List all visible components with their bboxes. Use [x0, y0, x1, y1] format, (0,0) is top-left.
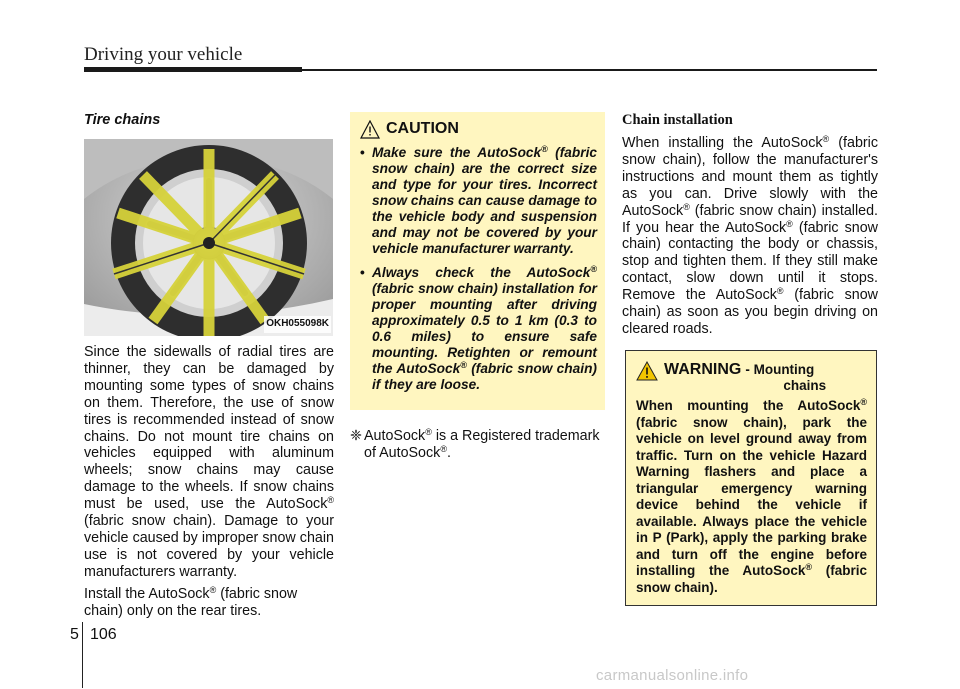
tire-chain-photo — [84, 139, 333, 336]
image-reference-code: OKH055098K — [264, 316, 331, 333]
tire-chains-paragraph-1: Since the sidewalls of radial tires are thinner, they can be damaged by mounting some types of snow chains on them. Therefore, the use of snow tires is recommended instead of snow chains. Do not mount tire chains on vehicles equipped with aluminum wheels; snow chains may cause damage to the wheels. If snow chains must be used, use the AutoSock® (fabric snow chain). Damage to your vehicle caused by improper snow chain use is not covered by your vehicle manufacturers warranty. — [84, 344, 334, 580]
warning-header — [636, 361, 867, 394]
caution-box — [350, 112, 605, 410]
caution-title: CAUTION — [386, 120, 459, 138]
tire-with-snow-sock-illustration — [84, 139, 333, 336]
section-title-chain-installation: Chain installation — [622, 112, 733, 128]
chapter-number: 5 — [70, 626, 79, 643]
chain-installation-paragraph: When installing the AutoSock® (fabric snow chain), follow the manufacturer's instructions and mount them as tightly as you can. Drive slowly with the AutoSock® (fabric snow chain) installed. If you hear the AutoSock® (fabric snow chain) contacting the body or chassis, stop and tighten them. If they still make contact, slow down until it stops. Remove the AutoSock® (fabric snow chain) as soon as you begin driving on cleared roads. — [622, 134, 878, 337]
left-column — [84, 112, 334, 625]
warning-title: WARNING — [664, 361, 742, 378]
warning-body: When mounting the AutoSock® (fabric snow chain), park the vehicle on level ground away from traffic. Turn on the vehicle Hazard Warning flashers and place a triangular emergency warning device behind the vehicle if available. Always place the vehicle in P (Park), apply the parking brake and turn off the engine before installing the AutoSock® (fabric snow chain). — [636, 397, 867, 595]
header-rule-thin — [302, 69, 877, 71]
watermark: carmanualsonline.info — [596, 667, 749, 684]
caution-item-check-mounting: • Always check the AutoSock® (fabric snow chain) installation for proper mounting after driving approximately 0.5 to 1 km (0.3 to 0.6 miles) to ensure safe mounting. Retighten or remount the AutoSock® (fabric snow chain) if they are loose. — [360, 265, 597, 393]
tire-chains-paragraph-2: Install the AutoSock® (fabric snow chain) only on the rear tires. — [84, 584, 298, 619]
trademark-note-text: AutoSock® is a Registered trademark of AutoSock®. — [364, 427, 600, 461]
warning-subtitle: - Mounting chains — [745, 362, 827, 393]
right-column — [622, 112, 878, 343]
caution-list — [360, 145, 597, 393]
page-header-title: Driving your vehicle — [84, 44, 243, 65]
caution-header — [360, 120, 597, 139]
note-asterism-icon: ❈ — [350, 428, 362, 444]
warning-box — [625, 350, 877, 606]
page-number-value: 106 — [90, 626, 117, 643]
section-title-tire-chains: Tire chains — [84, 112, 161, 128]
middle-column — [350, 112, 605, 462]
footer-divider — [82, 622, 83, 688]
header-rule-thick — [84, 67, 302, 72]
trademark-note — [350, 428, 605, 462]
caution-item-size-type: • Make sure the AutoSock® (fabric snow chain) are the correct size and type for your tires. Incorrect snow chains can cause damage to the vehicle body and suspension and may not be covered by your vehicle manufacturer warranty. — [360, 145, 597, 257]
warning-triangle-icon — [636, 361, 658, 381]
caution-triangle-icon — [360, 120, 380, 139]
